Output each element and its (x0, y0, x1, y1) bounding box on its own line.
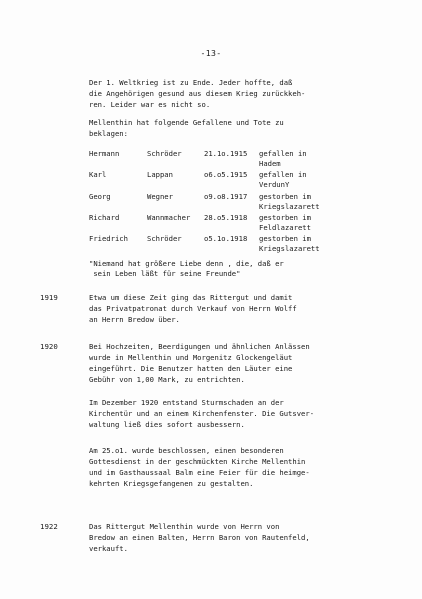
fallen-last-name: Schröder (147, 234, 182, 243)
entry-year: 1922 (40, 522, 58, 531)
entry-text: Im Dezember 1920 entstand Sturmschaden an der Kirchentür und an einem Kirchenfenster. Die Gutsver- waltung ließ dies sofort ausbessern. (89, 398, 315, 429)
entry-year: 1919 (40, 293, 58, 302)
fallen-date: 28.o5.1918 (204, 213, 248, 222)
intro-paragraph: Der 1. Weltkrieg ist zu Ende. Jeder hoffte, daß die Angehörigen gesund aus diesem Krieg zurückkeh- ren. Leider war es nicht so. (89, 78, 306, 109)
fallen-fate: gestorben im Feldlazarett (259, 213, 311, 232)
fallen-date: o5.1o.1918 (204, 234, 248, 243)
entry-text: Etwa um diese Zeit ging das Rittergut und damit das Privatpatronat durch Verkauf von Herrn Wolff an Herrn Bredow über. (89, 293, 297, 324)
entry-text: Am 25.o1. wurde beschlossen, einen besonderen Gottesdienst in der geschmückten Kirche Mellenthin und im Gasthaussaal Balm eine Feier für die heimge- kehrten Kriegsgefangenen zu gestalten. (89, 446, 310, 488)
fallen-date: o6.o5.1915 (204, 170, 248, 179)
fallen-last-name: Wannmacher (147, 213, 191, 222)
fallen-heading: Mellenthin hat folgende Gefallene und Tote zu beklagen: (89, 118, 284, 138)
fallen-fate: gestorben im Kriegslazarett (259, 192, 320, 211)
fallen-first-name: Karl (89, 170, 107, 179)
fallen-date: 21.1o.1915 (204, 149, 248, 158)
fallen-first-name: Georg (89, 192, 111, 201)
fallen-last-name: Lappan (147, 170, 173, 179)
fallen-first-name: Friedrich (89, 234, 128, 243)
fallen-first-name: Richard (89, 213, 120, 222)
fallen-last-name: Wegner (147, 192, 173, 201)
fallen-fate: gestorben im Kriegslazarett (259, 234, 320, 253)
fallen-last-name: Schröder (147, 149, 182, 158)
entry-text: Bei Hochzeiten, Beerdigungen und ähnlichen Anlässen wurde in Mellenthin und Morgenitz Glockengeläut eingeführt. Die Benutzer hatten den Läuter eine Gebühr von 1,00 Mark, zu entrichten. (89, 342, 310, 384)
fallen-fate: gefallen in VerdunY (259, 170, 307, 189)
fallen-first-name: Hermann (89, 149, 120, 158)
entry-year: 1920 (40, 342, 58, 351)
bible-quote: "Niemand hat größere Liebe denn , die, daß er sein Leben läßt für seine Freunde" (89, 259, 284, 278)
entry-text: Das Rittergut Mellenthin wurde von Herrn von Bredow an einen Balten, Herrn Baron von Rautenfeld, verkauft. (89, 522, 310, 553)
fallen-date: o9.o8.1917 (204, 192, 248, 201)
page-number: -13- (200, 48, 222, 58)
fallen-fate: gefallen in Hadem (259, 149, 307, 168)
